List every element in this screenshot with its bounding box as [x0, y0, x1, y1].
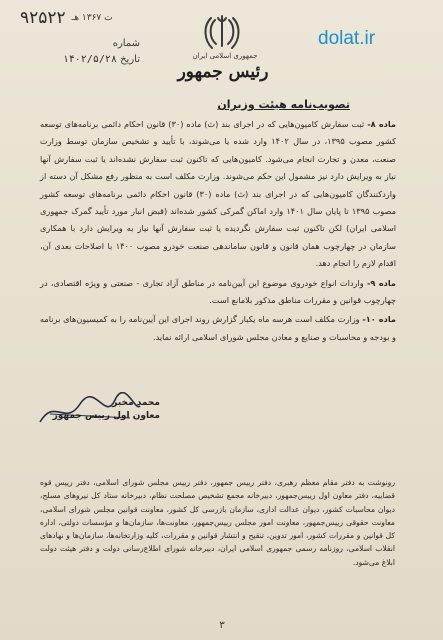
document-subject: تصویب‌نامه هیئت وزیران: [217, 98, 350, 111]
article-heading: ماده ۱۰-: [362, 314, 396, 325]
office-title: رئیس جمهور: [177, 62, 269, 82]
reference-code: ت ۱۳۶۷ هـ: [71, 13, 113, 23]
date-value: ۱۴۰۲/۵/۲۸: [62, 54, 117, 65]
signature-block: [40, 398, 160, 421]
copies-distribution: رونوشت به دفتر مقام معظم رهبری، دفتر رییس جمهور، دفتر رییس مجلس شورای اسلامی، دفتر رییس قوه قضاییه، دفتر معاون اول رییس‌جمهور، دبیرخانه مجمع تشخیص مصلحت نظام، دبیرخانه ستاد کل نیروهای مسلح، دیوان محاسبات کشور، دیوان عدالت اداری، سازمان بازرسی کل کشور، معاونت قوانین مجلس شورای اسلامی، معاونت حقوقی رییس‌جمهور، معاونت امور مجلس رییس‌جمهور، معاونت‌ها، سازمان‌ها و مؤسسات دولتی، اداره کل قوانین و مقررات کشور، امور تدوین، تنقیح و انتشار قوانین و مقررات، کلیه وزارتخانه‌ها، سازمان‌ها و نهادهای انقلاب اسلامی، روزنامه رسمی جمهوری اسلامی ایران، دبیرخانه شورای اطلاع‌رسانی دولت و دفتر هیئت دولت ابلاغ می‌شود.: [40, 478, 395, 567]
document-number-block: [20, 8, 170, 28]
document-number: ۹۲۵۲۲: [20, 8, 66, 28]
date-label: تاریخ: [120, 54, 140, 65]
iran-emblem-icon: [200, 10, 244, 54]
page-number: ۳: [219, 620, 225, 631]
article-text: ثبت سفارش کامیون‌هایی که در اجرای بند (ث) ماده (۳۰) قانون احکام دائمی برنامه‌های توسعه کشور مصوب ۱۳۹۵، در سال ۱۴۰۲ وارد شده یا می‌شوند، با تأیید و تشخیص سازمان توسط وزارت صنعت، معدن و تجارت انجام می‌شود. کامیون‌هایی که تاکنون ثبت سفارش نشده‌اند یا ثبت سفارش آنها نیاز به ویرایش دارد نیز مشمول این حکم می‌شوند. وزارت مکلف است به منظور رفع مشکل آن دسته از واردکنندگان کامیون‌هایی که در اجرای بند (ث) ماده (۳۰) قانون احکام دائمی برنامه‌های توسعه کشور مصوب ۱۳۹۵ تا پایان سال ۱۴۰۱ وارد اماکن گمرکی کشور شده‌اند (قبض انبار مورد تأیید گمرک جمهوری اسلامی ایران) لکن تاکنون ثبت سفارش نگردیده یا ثبت سفارش آنها نیاز به ویرایش دارد با همکاری سازمان در چهارچوب همان قانون و قانون ساماندهی صنعت خودرو مصوب ۱۴۰۰ با اصلاحات بعدی آن، اقدام لازم را انجام دهد.: [40, 119, 396, 269]
number-label: شماره: [112, 38, 140, 49]
article-heading: ماده ۸-: [367, 119, 396, 129]
site-watermark: dolat.ir: [318, 28, 376, 49]
article-10: [40, 311, 396, 346]
article-text: وزارت مکلف است هرسه ماه یکبار گزارش روند اجرای این آیین‌نامه را به کمیسیون‌های برنامه و بودجه و محاسبات و صنایع و معادن مجلس شورای اسلامی ارائه نماید.: [40, 314, 396, 342]
article-heading: ماده ۹-: [366, 277, 396, 288]
signatory-name: محمد مخبر: [112, 398, 160, 408]
article-text: واردات انواع خودروی موضوع این آیین‌نامه در مناطق آزاد تجاری - صنعتی و ویژه اقتصادی، در چهارچوب قوانین و مقررات مناطق مذکور بلامانع است.: [40, 277, 396, 306]
republic-label: جمهوری اسلامی ایران: [192, 52, 258, 60]
signatory-title: معاون اول رییس جمهور: [52, 411, 160, 421]
article-9: [40, 275, 396, 310]
date-field: [30, 54, 140, 65]
document-body: [40, 116, 396, 348]
number-field: [30, 38, 140, 49]
article-8: [40, 116, 396, 273]
